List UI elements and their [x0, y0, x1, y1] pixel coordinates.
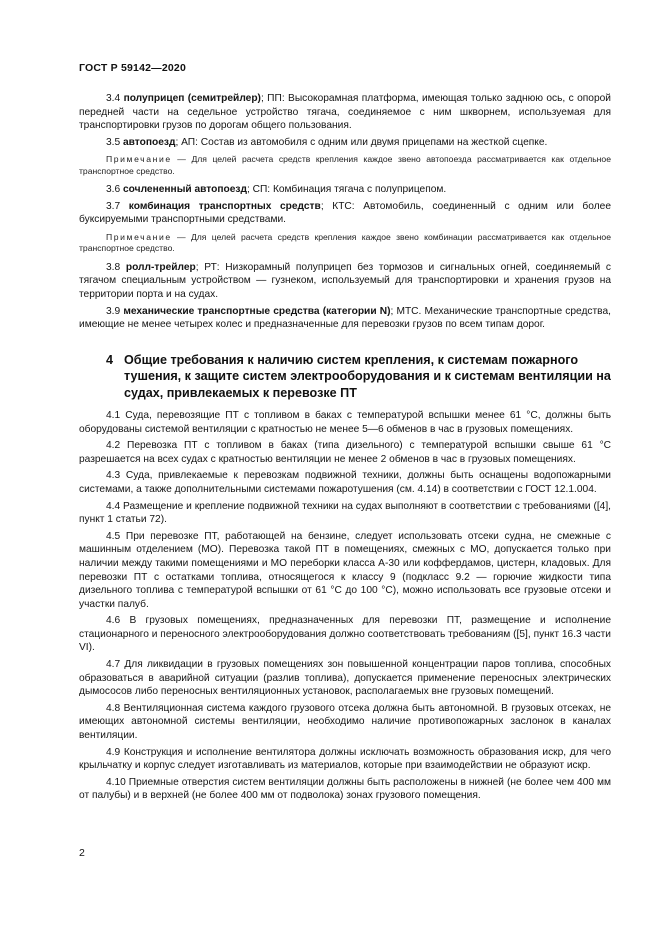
note-label: Примечание: [106, 231, 172, 242]
note-2: [79, 232, 611, 255]
term-3-8: [79, 261, 611, 302]
term-definition: ; АП: Состав из автомобиля с одним или двумя прицепами на жесткой сцепке.: [175, 136, 548, 148]
term-definition: ; ПП: Высокорамная платформа, имеющая только заднюю ось, с опорой передней части на седельное устройство тягача, соединяемое с ним шкворнем, используемая для транспортировки грузов по дорогам общего пользования.: [79, 93, 611, 132]
paragraph-4-9: 4.9 Конструкция и исполнение вентилятора должны исключать возможность образования искр, для чего крыльчатку и корпус следует изготавливать из материалов, которые при взаимодействии не образуют искр.: [79, 746, 611, 772]
term-definition: ; СП: Комбинация тягача с полуприцепом.: [246, 184, 447, 196]
term-3-6: [79, 183, 611, 197]
section-heading: [79, 352, 611, 401]
term-name: сочлененный автопоезд: [123, 184, 247, 196]
paragraph-4-4: 4.4 Размещение и крепление подвижной техники на судах выполняют в соответствии с требованиями ([4], пункт 1 статьи 72).: [79, 500, 611, 526]
paragraph-4-8: 4.8 Вентиляционная система каждого грузового отсека должна быть автономной. В грузовых отсеках, не имеющих автономной системы вентиляции, необходимо наличие противопожарных заслонок в каналах вентиляции.: [79, 702, 611, 742]
term-3-9: [79, 305, 611, 332]
paragraph-4-6: 4.6 В грузовых помещениях, предназначенных для перевозки ПТ, размещение и исполнение стационарного и переносного электрооборудования должно соответствовать требованиям ([5], пункт 16.3 части VI).: [79, 615, 611, 654]
paragraph-4-5: 4.5 При перевозке ПТ, работающей на бензине, следует использовать отсеки судна, не смежные с машинным отделением (МО). Перевозка такой ПТ в помещениях, смежных с МО, допускается только при наличии между такими помещениями и МО переборки класса А-30 или коффердамов, цистерн, кладовых. Для перевозки ПТ с остатками топлива, относящегося к классу 9 (подкласс 9.2 — горючие жидкости типа дизельного топлива с температурой вспышки от 61 °С до 100 °С), можно использовать все грузовые отсеки и участки палуб.: [79, 530, 611, 610]
paragraph-4-10: 4.10 Приемные отверстия систем вентиляции должны быть расположены в нижней (не более чем 400 мм от палубы) и в верхней (не более 400 мм от подволока) зонах грузового помещения.: [79, 776, 611, 802]
note-label: Примечание: [106, 154, 172, 165]
paragraph-4-3: 4.3 Суда, привлекаемые к перевозкам подвижной техники, должны быть оснащены водопожарными системами, а также дополнительными системами пожаротушения (см. 4.14) в соответствии с ГОСТ 12.1.004.: [79, 470, 611, 495]
term-number: 3.4: [106, 93, 121, 104]
term-definition: ; РТ: Низкорамный полуприцеп без тормозов и сигнальных огней, соединяемый с тягачом специальным устройством — гузнеком, используемый для транспортировки и хранения грузов на территории порта и на судах.: [79, 261, 611, 300]
note-text: — Для целей расчета средств крепления каждое звено автопоезда рассматривается как отдельное транспортное средство.: [79, 154, 611, 176]
document-body: [79, 92, 611, 806]
section-title: Общие требования к наличию систем крепления, к системам пожарного тушения, к защите систем электрооборудования и к системам вентиляции на судах, привлекаемых к перевозке ПТ: [124, 352, 611, 400]
document-header: ГОСТ Р 59142—2020: [79, 62, 187, 74]
term-number: 3.8: [106, 261, 121, 273]
section-number: 4: [106, 352, 114, 367]
term-name: комбинация транспортных средств: [128, 200, 321, 212]
term-number: 3.6: [106, 184, 121, 196]
term-number: 3.7: [106, 200, 121, 212]
note-1: [79, 154, 611, 177]
term-3-4: [79, 92, 611, 133]
term-name: ролл-трейлер: [125, 261, 196, 273]
term-definition: ; МТС. Механические транспортные средства, имеющие не менее четырех колес и предназначенные для перевозки грузов по всем типам дорог.: [79, 305, 611, 331]
paragraph-4-7: 4.7 Для ликвидации в грузовых помещениях зон повышенной концентрации паров топлива, способных образоваться в аварийной ситуации (разлив топлива), допускается применение переносных электрических дымососов либо переносных вентиляционных установок, располагаемых вне грузовых помещений.: [79, 659, 611, 698]
term-3-7: [79, 200, 611, 227]
term-definition: ; КТС: Автомобиль, соединенный с одним или более буксируемыми транспортными средствами.: [79, 200, 611, 226]
term-name: механические транспортные средства (категории N): [123, 305, 391, 317]
term-number: 3.9: [106, 305, 121, 317]
paragraph-4-1: 4.1 Суда, перевозящие ПТ с топливом в баках с температурой вспышки менее 61 °С, должны быть оборудованы системой вентиляции с кратностью не менее 5—6 обменов в час в грузовых помещениях.: [79, 409, 611, 435]
term-number: 3.5: [106, 136, 121, 148]
note-text: — Для целей расчета средств крепления каждое звено комбинации рассматривается как отдельное транспортное средство.: [79, 231, 611, 254]
term-name: автопоезд: [123, 136, 176, 148]
term-name: полуприцеп (семитрейлер): [123, 93, 261, 104]
term-3-5: [79, 136, 611, 150]
paragraph-4-2: 4.2 Перевозка ПТ с топливом в баках (типа дизельного) с температурой вспышки свыше 61 °С разрешается на всех судах с кратностью вентиляции не менее 2 обменов в час в грузовых помещениях.: [79, 440, 611, 465]
page-number: 2: [79, 847, 85, 859]
